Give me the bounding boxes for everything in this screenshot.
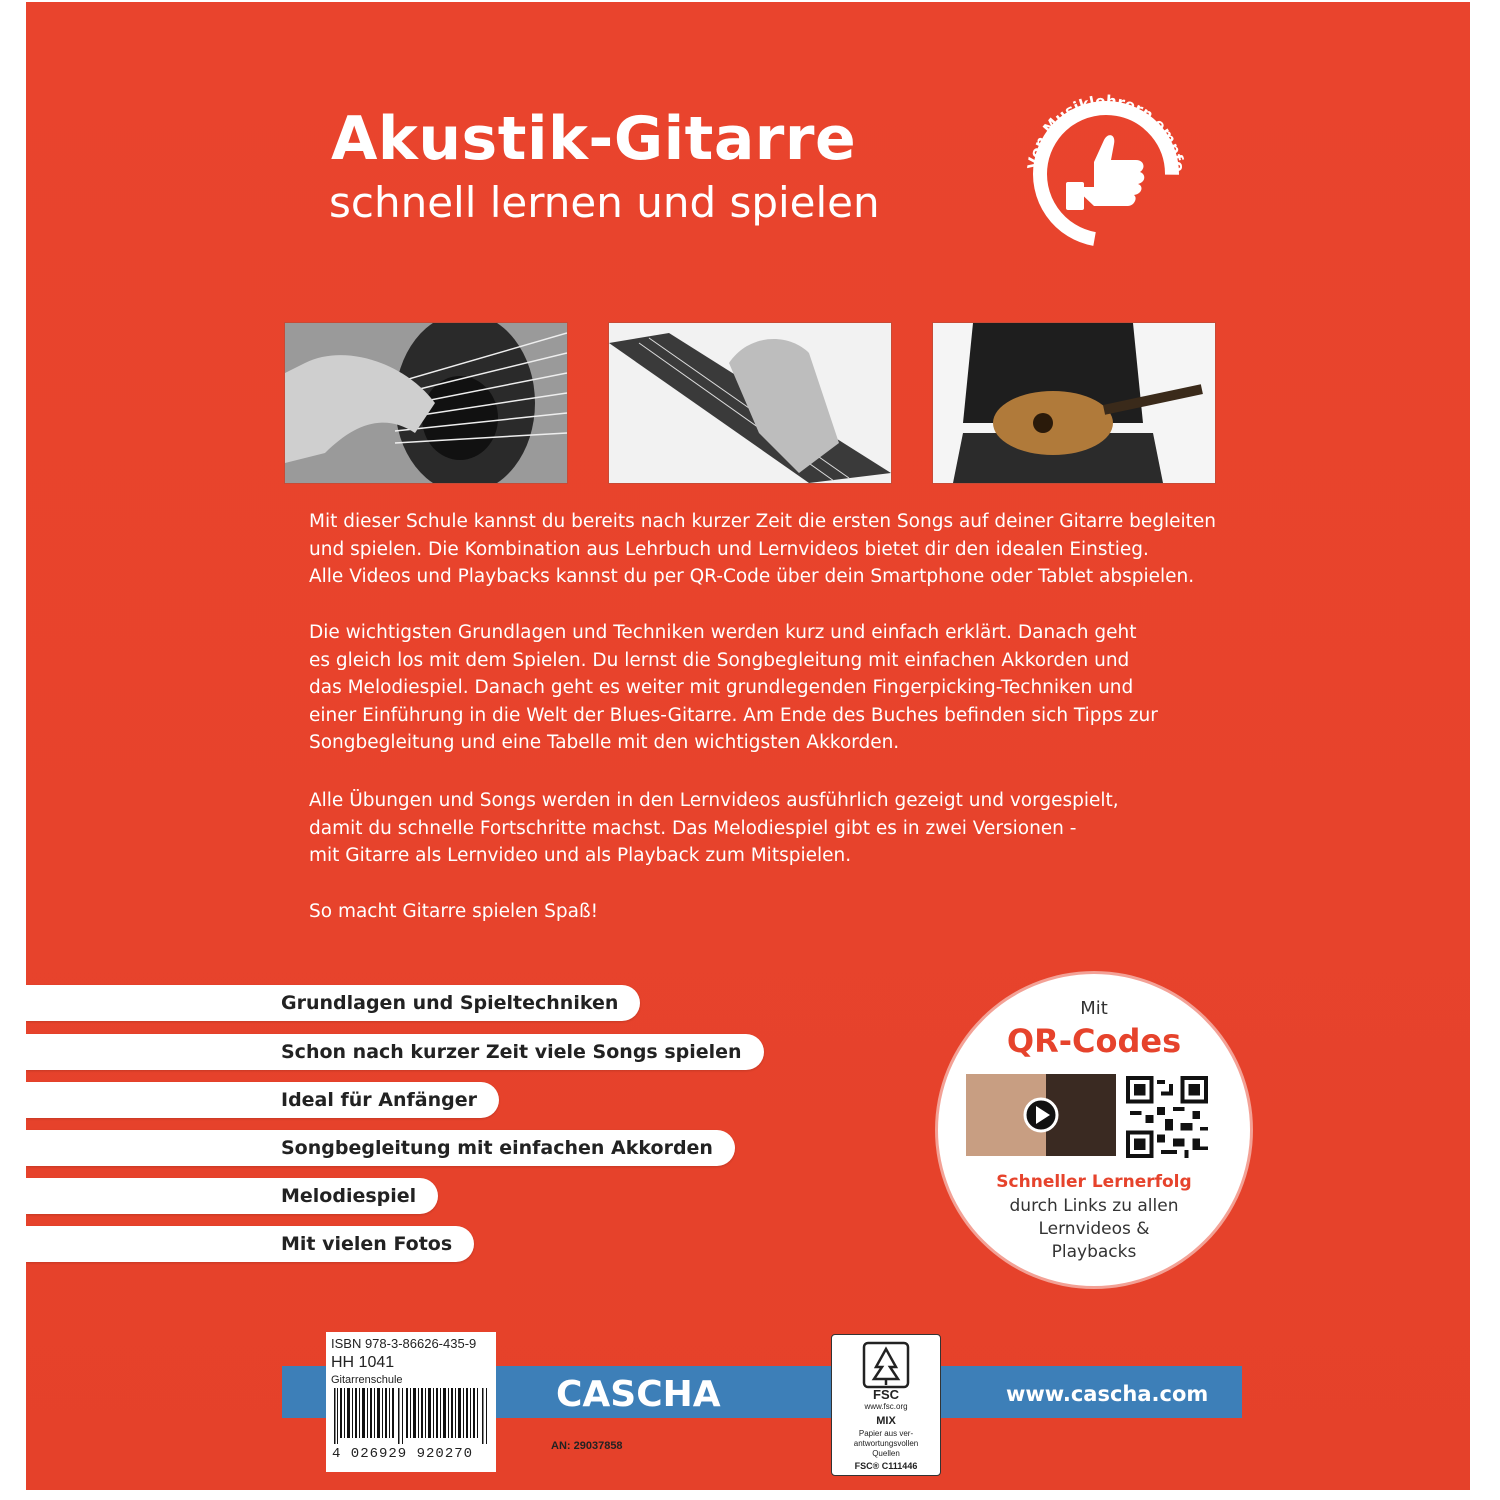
book-title: Akustik-Gitarre [331,104,857,174]
feature-item: Songbegleitung mit einfachen Akkorden [26,1130,735,1166]
category-text: Gitarrenschule [331,1374,403,1386]
barcode-number: 4 026929 920270 [332,1446,474,1462]
feature-item: Melodiespiel [26,1178,438,1214]
fsc-license: FSC® C111446 [854,1461,918,1471]
isbn-barcode-box [326,1332,496,1472]
feature-item: Ideal für Anfänger [26,1082,499,1118]
fsc-mix: MIX [876,1415,896,1427]
publisher-url: www.cascha.com [1006,1382,1209,1406]
qr-description: durch Links zu allen Lernvideos & Playbacks [1009,1196,1179,1262]
feature-item: Mit vielen Fotos [26,1226,474,1262]
fsc-description: Papier aus ver- antwortungsvollen Quellen [853,1429,919,1458]
article-number: AN: 29037858 [551,1440,623,1452]
product-code: HH 1041 [331,1354,395,1371]
recommendation-badge [1016,82,1196,262]
fsc-site: www.fsc.org [864,1402,908,1411]
qr-codes-badge [938,974,1250,1286]
isbn-text: ISBN 978-3-86626-435-9 [331,1336,477,1351]
thumbs-up-icon [1066,135,1144,210]
fsc-label-text: FSC [873,1387,899,1402]
photo-strumming [284,322,568,484]
photo-chord-hand [608,322,892,484]
video-thumbnail [966,1074,1116,1156]
badge-text: Von Musiklehrern empfo [1024,91,1189,173]
qr-code-icon [1126,1076,1208,1158]
description-paragraph-3: Alle Übungen und Songs werden in den Lernvideos ausführlich gezeigt und vorgespielt, damit du schnelle Fortschritte machst. Das Melodiespiel gibt es in zwei Versionen - mit Gitarre als Lernvideo und als Playback zum Mitspielen. [309,790,1119,866]
feature-item: Schon nach kurzer Zeit viele Songs spielen [26,1034,764,1070]
qr-mit-label: Mit [1080,998,1108,1019]
qr-title: QR-Codes [1006,1022,1182,1060]
description-paragraph-1: Mit dieser Schule kannst du bereits nach kurzer Zeit die ersten Songs auf deiner Gitarre begleiten und spielen. Die Kombination aus Lehrbuch und Lernvideos bietet dir den idealen Einstieg. Alle Videos und Playbacks kannst du per QR-Code über dein Smartphone oder Tablet abspielen. [309,511,1216,587]
book-subtitle: schnell lernen und spielen [329,178,880,227]
book-cover [26,2,1470,1490]
closing-line: So macht Gitarre spielen Spaß! [309,901,599,922]
fsc-label [831,1334,941,1476]
description-paragraph-2: Die wichtigsten Grundlagen und Techniken werden kurz und einfach erklärt. Danach geht es gleich los mit dem Spielen. Du lernst die Songbegleitung mit einfachen Akkorden und das Melodiespiel. Danach geht es weiter mit grundlegenden Fingerpicking-Techniken und einer Einführung in die Welt der Blues-Gitarre. Am Ende des Buches befinden sich Tipps zur Songbegleitung und eine Tabelle mit den wichtigsten Akkorden. [309,622,1158,753]
qr-headline: Schneller Lernerfolg [996,1172,1192,1192]
photo-guitarist [932,322,1216,484]
feature-item: Grundlagen und Spieltechniken [26,985,640,1021]
publisher-logo: CASCHA [556,1374,721,1415]
barcode-icon [332,1388,492,1444]
